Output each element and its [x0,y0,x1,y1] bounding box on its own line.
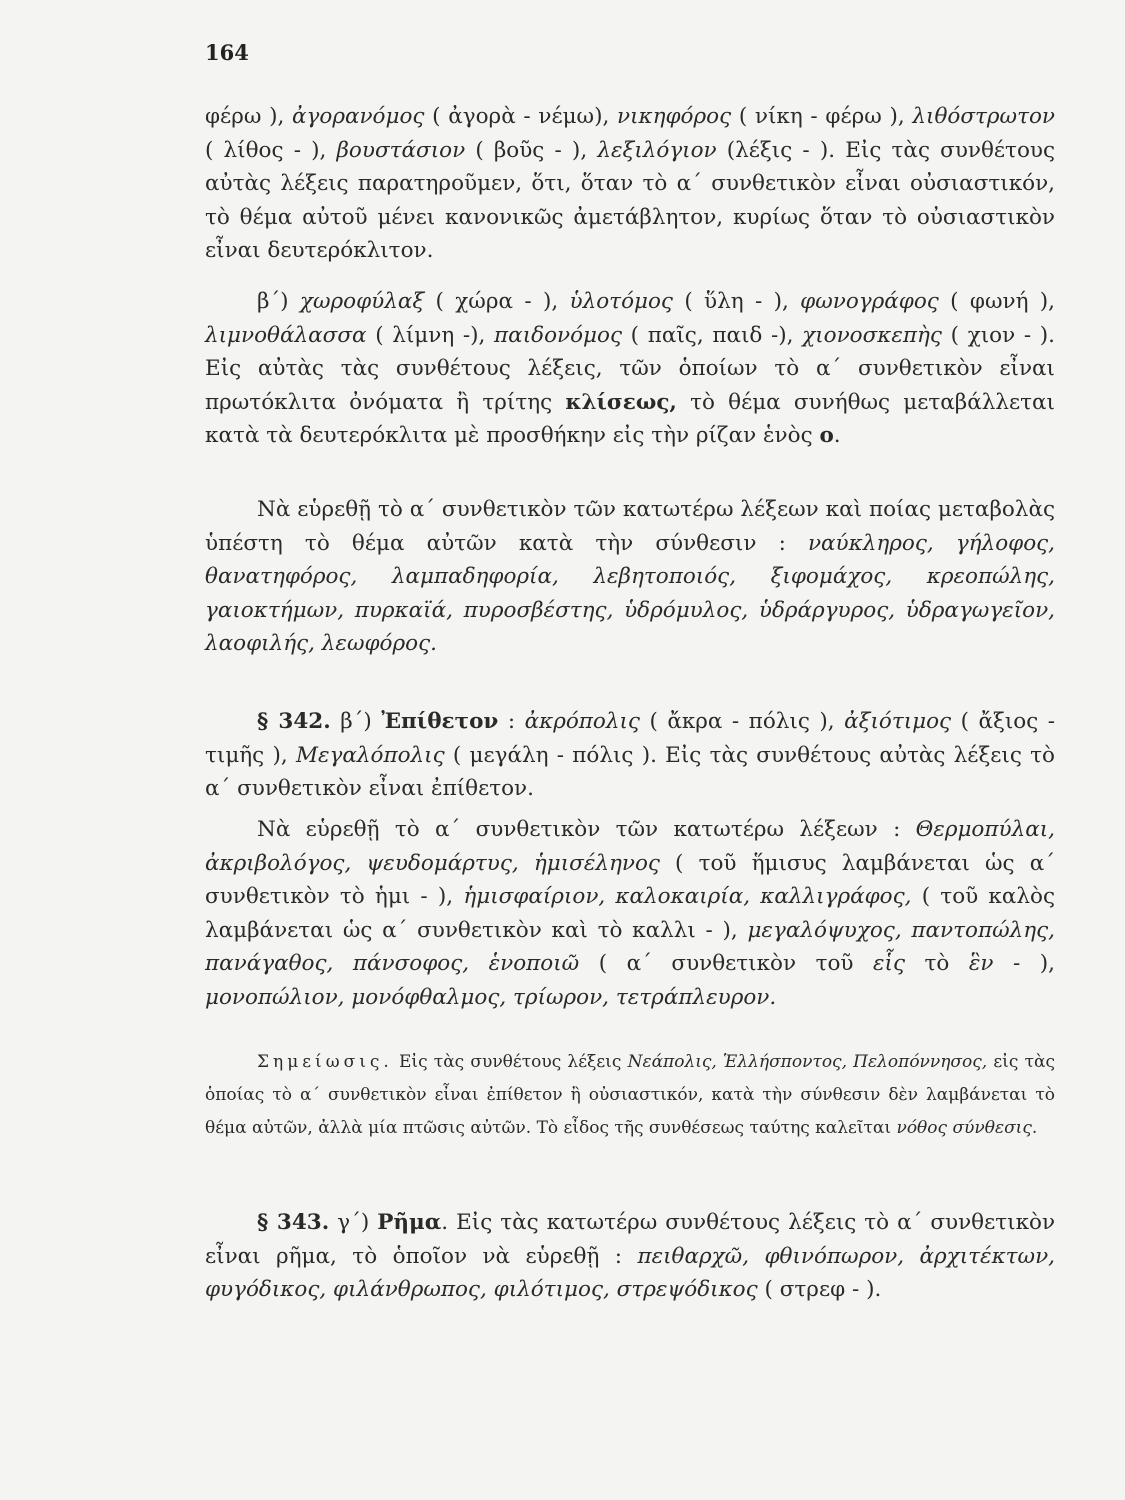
exercise-paragraph [205,493,1055,661]
note-label: Σημείωσις. [257,1052,393,1072]
section-heading: Ἐπίθετον [381,709,499,734]
section-heading: Ρῆμα [377,1210,442,1235]
section-342 [205,705,1055,806]
section-number: § 343. [257,1210,330,1235]
paragraph-text: β΄) χωροφύλαξ ( χώρα - ), ὑλοτόμος ( ὕλη - ), φωνογράφος ( φωνή ), λιμνοθάλασσα ( λίμνη -), παιδονόμος ( παῖς, παιδ -), χιονοσκεπὴς ( χιον - ). Εἰς αὐτὰς τὰς συνθέτους λέξεις, τῶν ὁποίων τὸ α΄ συνθετικὸν εἶναι πρωτόκλιτα ὀνόματα ἢ τρίτης κλίσεως, τὸ θέμα συνήθως μεταβάλλεται κατὰ τὰ δευτερόκλιτα μὲ προσθήκην εἰς τὴν ρίζαν ἑνὸς ο. [205,289,1056,449]
paragraph-first-declension [205,285,1055,453]
paragraph-compound-nouns [205,100,1055,268]
paragraph-text: φέρω ), ἀγορανόμος ( ἀγορὰ - νέμω), νικηφόρος ( νίκη - φέρω ), λιθόστρωτον ( λίθος - ), βουστάσιον ( βοῦς - ), λεξιλόγιον (λέξις - ). Εἰς τὰς συνθέτους αὐτὰς λέξεις παρατηροῦμεν, ὅτι, ὅταν τὸ α΄ συνθετικὸν εἶναι οὐσιαστικόν, τὸ θέμα αὐτοῦ μένει κανονικῶς ἀμετάβλητον, κυρίως ὅταν τὸ οὐσιαστικὸν εἶναι δευτερόκλιτον. [205,104,1055,264]
section-number: § 342. [257,709,331,734]
page-number: 164 [205,40,249,65]
paragraph-text: § 343. γ΄) Ρῆμα. Εἰς τὰς κατωτέρω συνθέτους λέξεις τὸ α΄ συνθετικὸν εἶναι ρῆμα, τὸ ὁποῖον νὰ εὑρεθῇ : πειθαρχῶ, φθινόπωρον, ἀρχιτέκτων, φυγόδικος, φιλάνθρωπος, φιλότιμος, στρεψόδικος ( στρεφ - ). [205,1210,1056,1303]
paragraph-text: Νὰ εὑρεθῇ τὸ α΄ συνθετικὸν τῶν κατωτέρω λέξεων : Θερμοπύλαι, ἀκριβολόγος, ψευδομάρτυς, ἡμισέληνος ( τοῦ ἥμισυς λαμβάνεται ὡς α΄ συνθετικὸν τὸ ἡμι - ), ἡμισφαίριον, καλοκαιρία, καλλιγράφος, ( τοῦ καλὸς λαμβάνεται ὡς α΄ συνθετικὸν καὶ τὸ καλλι - ), μεγαλόψυχος, παντοπώλης, πανάγαθος, πάνσοφος, ἑνοποιῶ ( α΄ συνθετικὸν τοῦ εἷς τὸ ἓν - ), μονοπώλιον, μονόφθαλμος, τρίωρον, τετράπλευρον. [205,817,1055,1010]
paragraph-text: Σημείωσις. Εἰς τὰς συνθέτους λέξεις Νεάπολις, Ἑλλήσποντος, Πελοπόννησος, εἰς τὰς ὁποίας τὸ α΄ συνθετικὸν εἶναι ἐπίθετον ἢ οὐσιαστικόν, κατὰ τὴν σύνθεσιν δὲν λαμβάνεται τὸ θέμα αὐτῶν, ἀλλὰ μία πτῶσις αὐτῶν. Τὸ εἶδος τῆς συνθέσεως ταύτης καλεῖται νόθος σύνθεσις. [205,1052,1055,1138]
paragraph-text: Νὰ εὑρεθῇ τὸ α΄ συνθετικὸν τῶν κατωτέρω λέξεων καὶ ποίας μεταβολὰς ὑπέστη τὸ θέμα αὐτῶν κατὰ τὴν σύνθεσιν : ναύκληρος, γήλοφος, θανατηφόρος, λαμπαδηφορία, λεβητοποιός, ξιφομάχος, κρεοπώλης, γαιοκτήμων, πυρκαϊά, πυροσβέστης, ὑδρόμυλος, ὑδράργυρος, ὑδραγωγεῖον, λαοφιλής, λεωφόρος. [205,497,1056,657]
note-paragraph [205,1046,1055,1145]
paragraph-text: § 342. β΄) Ἐπίθετον : ἀκρόπολις ( ἄκρα - πόλις ), ἀξιότιμος ( ἄξιος - τιμῆς ), Μεγαλόπολις ( μεγάλη - πόλις ). Εἰς τὰς συνθέτους αὐτὰς λέξεις τὸ α΄ συνθετικὸν εἶναι ἐπίθετον. [205,709,1056,802]
exercise-paragraph-342 [205,813,1055,1015]
section-343 [205,1206,1055,1307]
